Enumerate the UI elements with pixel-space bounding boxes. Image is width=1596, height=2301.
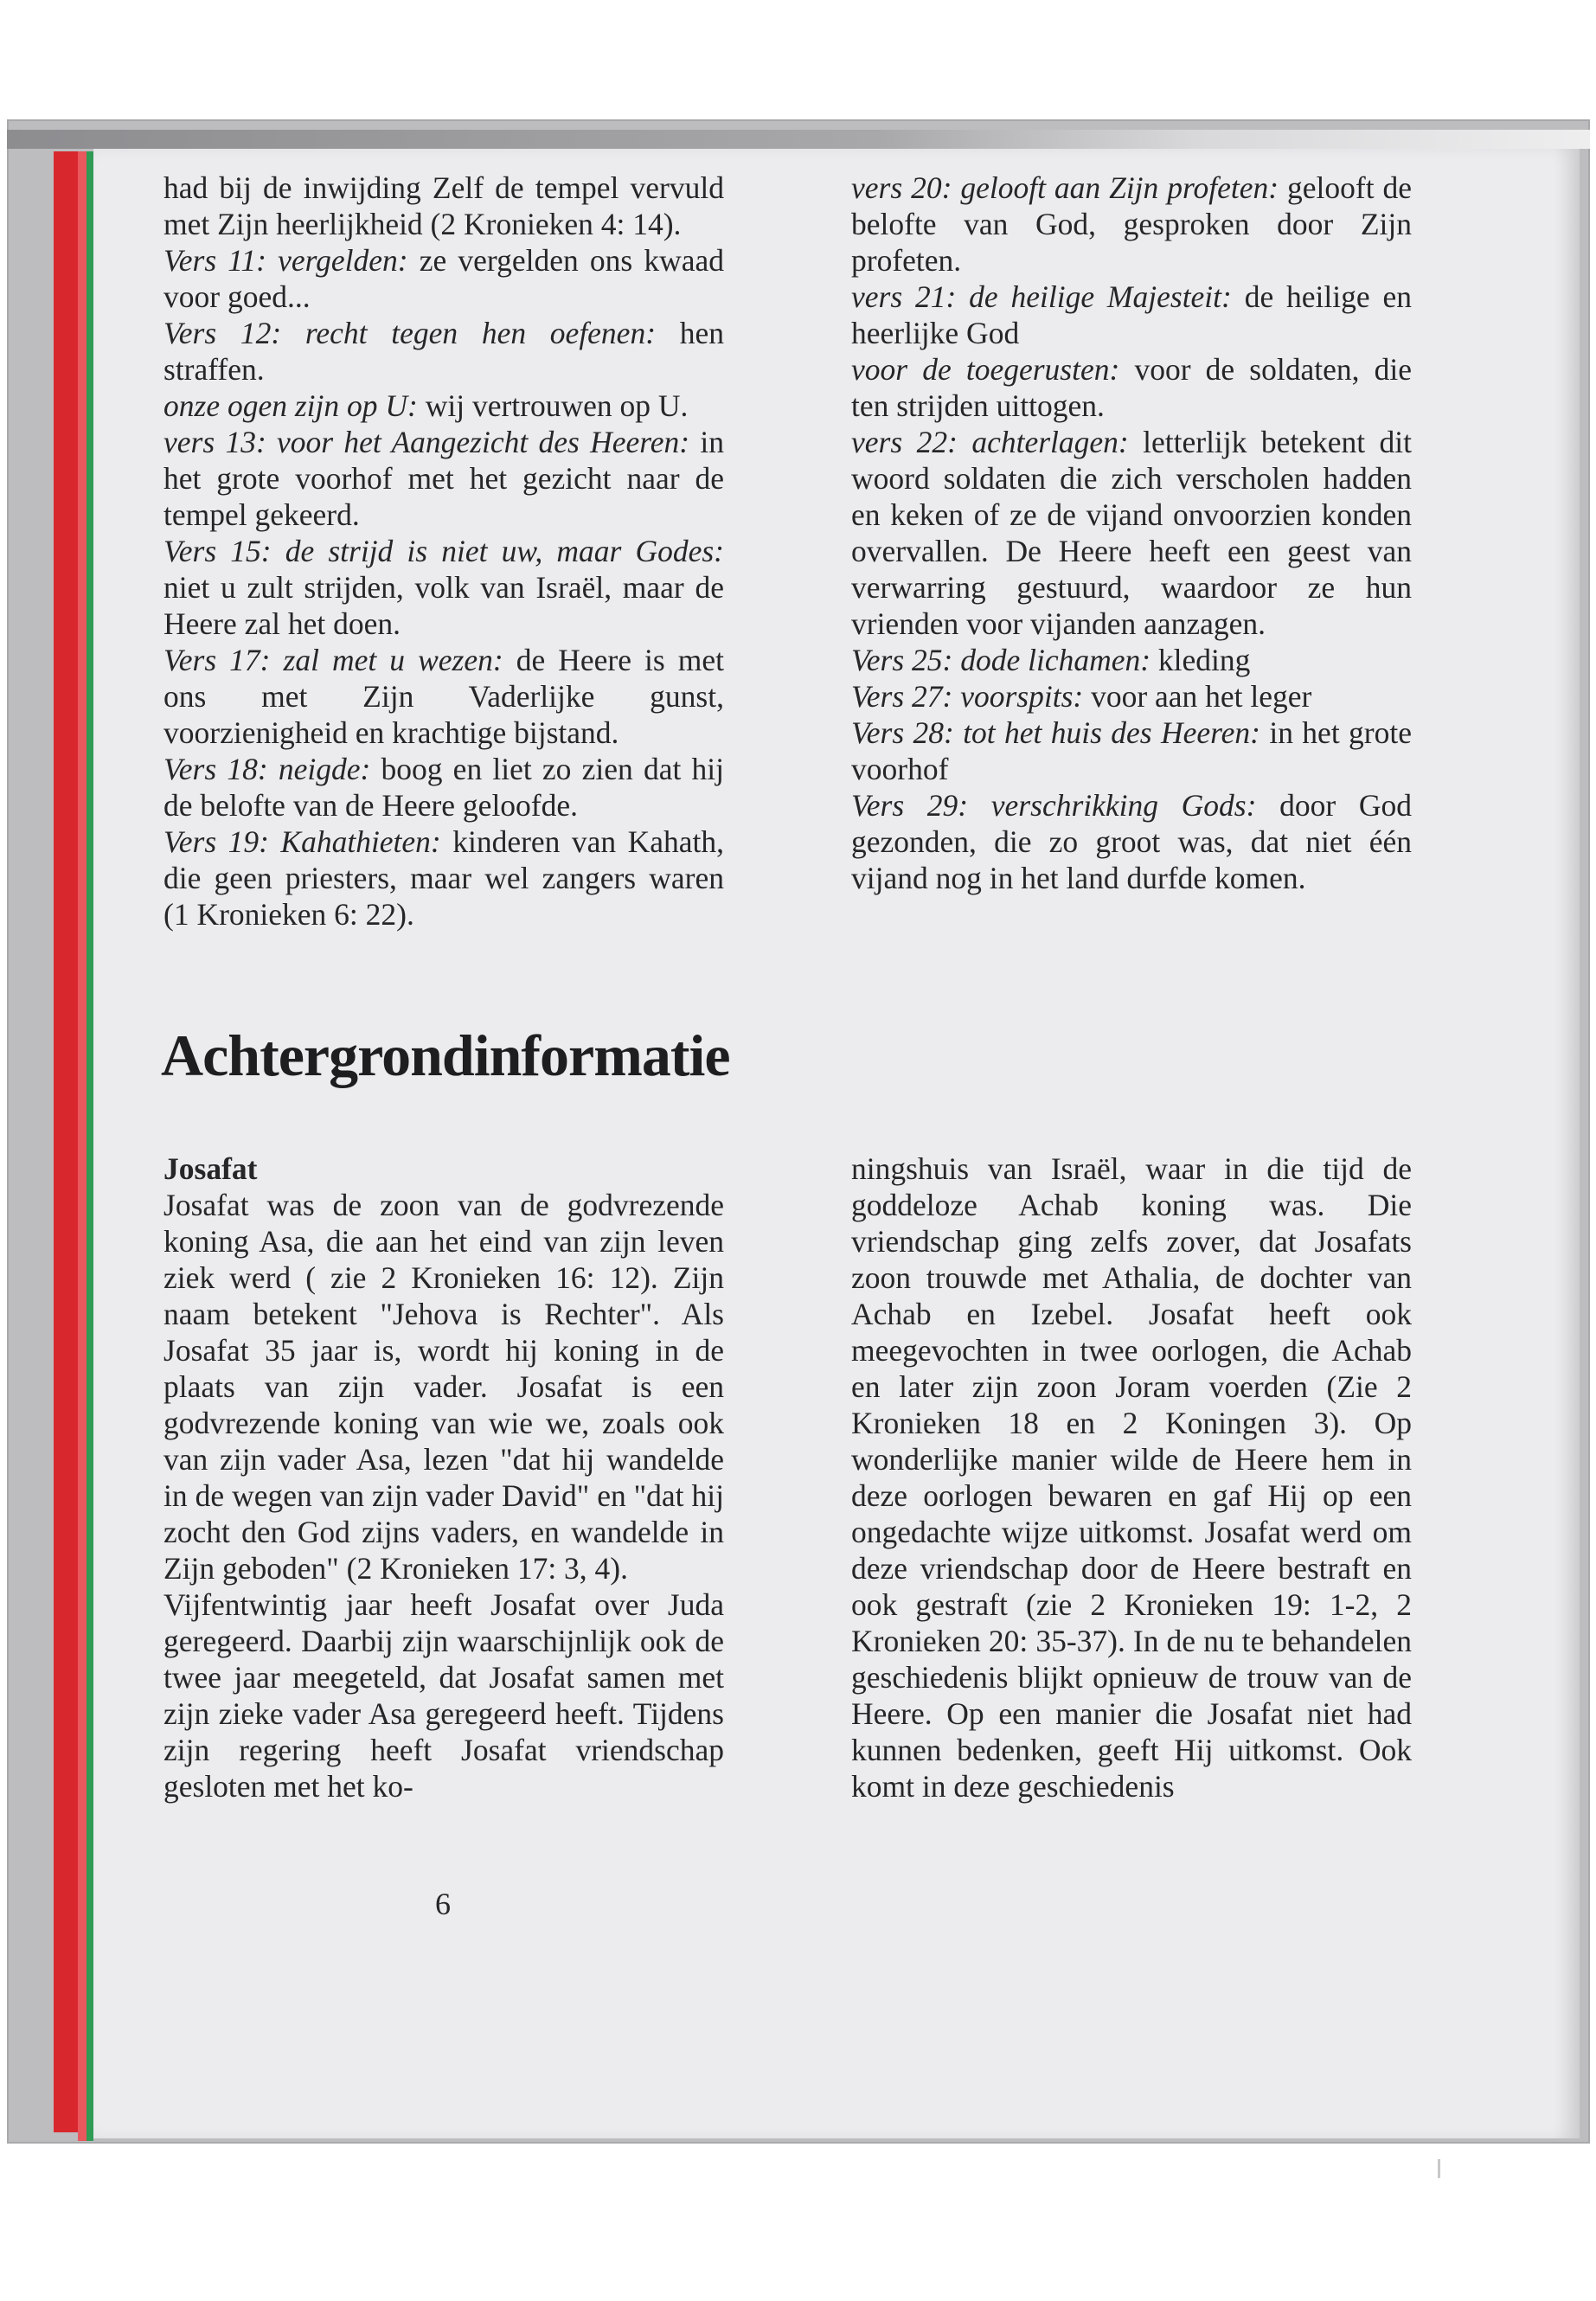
paragraph: Josafat was de zoon van de godvrezende koning Asa, die aan het eind van zijn leven ziek werd ( zie 2 Kronieken 16: 12). Zijn naam betekent "Jehova is Rechter". Als Josafat 35 jaar is, wordt hij koning in de plaats van zijn vader. Josafat is een godvrezende koning van wie we, zoals ook van zijn vader Asa, lezen "dat hij wandelde in de wegen van zijn vader David" en "dat hij zocht den God zijns vaders, en wandelde in Zijn geboden" (2 Kronieken 17: 3, 4). xyxy=(163,1188,724,1586)
word-explanations-left xyxy=(163,170,724,933)
verse-gloss: ze vergelden ons kwaad voor goed... xyxy=(163,243,724,314)
verse-gloss: had bij de inwijding Zelf de tempel vervuld met Zijn heerlijkheid (2 Kronieken 4: 14). xyxy=(163,170,724,241)
verse-note xyxy=(163,751,724,824)
verse-ref: Vers 15: de strijd is niet uw, maar Godes: xyxy=(163,534,724,568)
subheading: Josafat xyxy=(163,1151,258,1186)
paragraph: Vijfentwintig jaar heeft Josafat over Juda geregeerd. Daarbij zijn waarschijnlijk ook de twee jaar meegeteld, dat Josafat samen met zijn zieke vader Asa geregeerd heeft. Tijdens zijn regering heeft Josafat vriendschap gesloten met het ko- xyxy=(163,1587,724,1804)
paragraph: ningshuis van Israël, waar in die tijd de goddeloze Achab koning was. Die vriendschap ging zelfs zover, dat Josafats zoon trouwde met Athalia, de dochter van Achab en Izebel. Josafat heeft ook meegevochten in twee oorlogen, die Achab en later zijn zoon Joram voerden (Zie 2 Kronieken 18 en 2 Koningen 3). Op wonderlijke manier wilde de Heere hem in deze oorlogen bewaren en gaf Hij op een ongedachte wijze uitkomst. Josafat werd om deze vriendschap door de Heere bestraft en ook gestraft (zie 2 Kronieken 19: 1-2, 2 Kronieken 20: 35-37). In de nu te behandelen geschiedenis blijkt opnieuw de trouw van de Heere. Op een manier die Josafat niet had kunnen bedenken, geeft Hij uitkomst. Ook komt in deze geschiedenis xyxy=(851,1151,1412,1804)
verse-ref: Vers 28: tot het huis des Heeren: xyxy=(851,715,1260,750)
verse-note xyxy=(163,533,724,642)
verse-note xyxy=(163,424,724,533)
verse-gloss: gelooft de belofte van God, gesproken door Zijn profeten. xyxy=(851,170,1413,278)
verse-ref: Vers 19: Kahathieten: xyxy=(163,824,441,859)
verse-ref: Vers 12: recht tegen hen oefenen: xyxy=(163,316,657,350)
verse-gloss: wij vertrouwen op U. xyxy=(417,388,689,423)
green-page-edge xyxy=(87,151,93,2141)
verse-ref: Vers 29: verschrikking Gods: xyxy=(851,788,1257,823)
section-heading: Achtergrondinformatie xyxy=(161,1022,730,1088)
verse-note xyxy=(851,170,1412,279)
verse-gloss: boog en liet zo zien dat hij de belofte van de Heere geloofde. xyxy=(163,752,724,823)
verse-note xyxy=(163,388,724,424)
verse-note xyxy=(851,642,1412,678)
verse-ref: vers 21: de heilige Majesteit: xyxy=(851,279,1232,314)
verse-note xyxy=(851,279,1412,351)
scan-speck xyxy=(1438,2159,1440,2178)
verse-gloss: hen straffen. xyxy=(163,316,724,387)
verse-ref: Vers 11: vergelden: xyxy=(163,243,408,278)
verse-note xyxy=(851,715,1412,787)
verse-gloss: de Heere is met ons met Zijn Vaderlijke gunst, voorzienigheid en krachtige bijstand. xyxy=(163,643,724,750)
verse-ref: Vers 25: dode lichamen: xyxy=(851,643,1151,677)
verse-gloss: in het grote voorhof met het gezicht naar de tempel gekeerd. xyxy=(163,425,724,532)
verse-ref: Vers 17: zal met u wezen: xyxy=(163,643,503,677)
verse-ref: onze ogen zijn op U: xyxy=(163,388,418,423)
verse-ref: vers 20: gelooft aan Zijn profeten: xyxy=(851,170,1279,205)
background-left-column xyxy=(163,1150,724,1804)
verse-gloss: de heilige en heerlijke God xyxy=(851,279,1412,350)
word-explanations-right xyxy=(851,170,1412,896)
verse-gloss: niet u zult strijden, volk van Israël, maar de Heere zal het doen. xyxy=(163,570,724,641)
page-number: 6 xyxy=(435,1887,451,1921)
verse-note xyxy=(851,678,1412,715)
verse-gloss: letterlijk betekent dit woord soldaten die zich verscholen hadden en keken of ze de vijand onvoorzien konden overvallen. De Heere heeft een geest van verwarring gestuurd, waardoor ze hun vrienden voor vijanden aanzagen. xyxy=(851,425,1412,641)
verse-gloss: in het grote voorhof xyxy=(851,715,1412,786)
verse-ref: vers 13: voor het Aangezicht des Heeren: xyxy=(163,425,690,459)
verse-note xyxy=(163,642,724,751)
verse-ref: voor de toegerusten: xyxy=(851,352,1120,387)
verse-ref: vers 22: achterlagen: xyxy=(851,425,1129,459)
verse-gloss: kleding xyxy=(1151,643,1251,677)
verse-note xyxy=(851,787,1412,896)
verse-gloss: door God gezonden, die zo groot was, dat niet één vijand nog in het land durfde komen. xyxy=(851,788,1412,895)
verse-note xyxy=(163,824,724,933)
page-fold-shadow xyxy=(1554,149,1580,2138)
verse-ref: Vers 18: neigde: xyxy=(163,752,371,786)
verse-note xyxy=(163,242,724,315)
red-page-edge xyxy=(54,151,78,2132)
verse-gloss: voor de soldaten, die ten strijden uittogen. xyxy=(851,352,1412,423)
background-right-column xyxy=(851,1150,1412,1804)
verse-note xyxy=(851,424,1412,642)
verse-gloss: voor aan het leger xyxy=(1083,679,1312,714)
verse-ref: Vers 27: voorspits: xyxy=(851,679,1084,714)
verse-note xyxy=(163,170,724,242)
book-top-edge xyxy=(7,130,1590,149)
verse-note xyxy=(163,315,724,388)
verse-note xyxy=(851,351,1412,424)
pink-page-edge xyxy=(78,151,87,2141)
verse-gloss: kinderen van Kahath, die geen priesters, maar wel zangers waren (1 Kronieken 6: 22). xyxy=(163,824,724,932)
